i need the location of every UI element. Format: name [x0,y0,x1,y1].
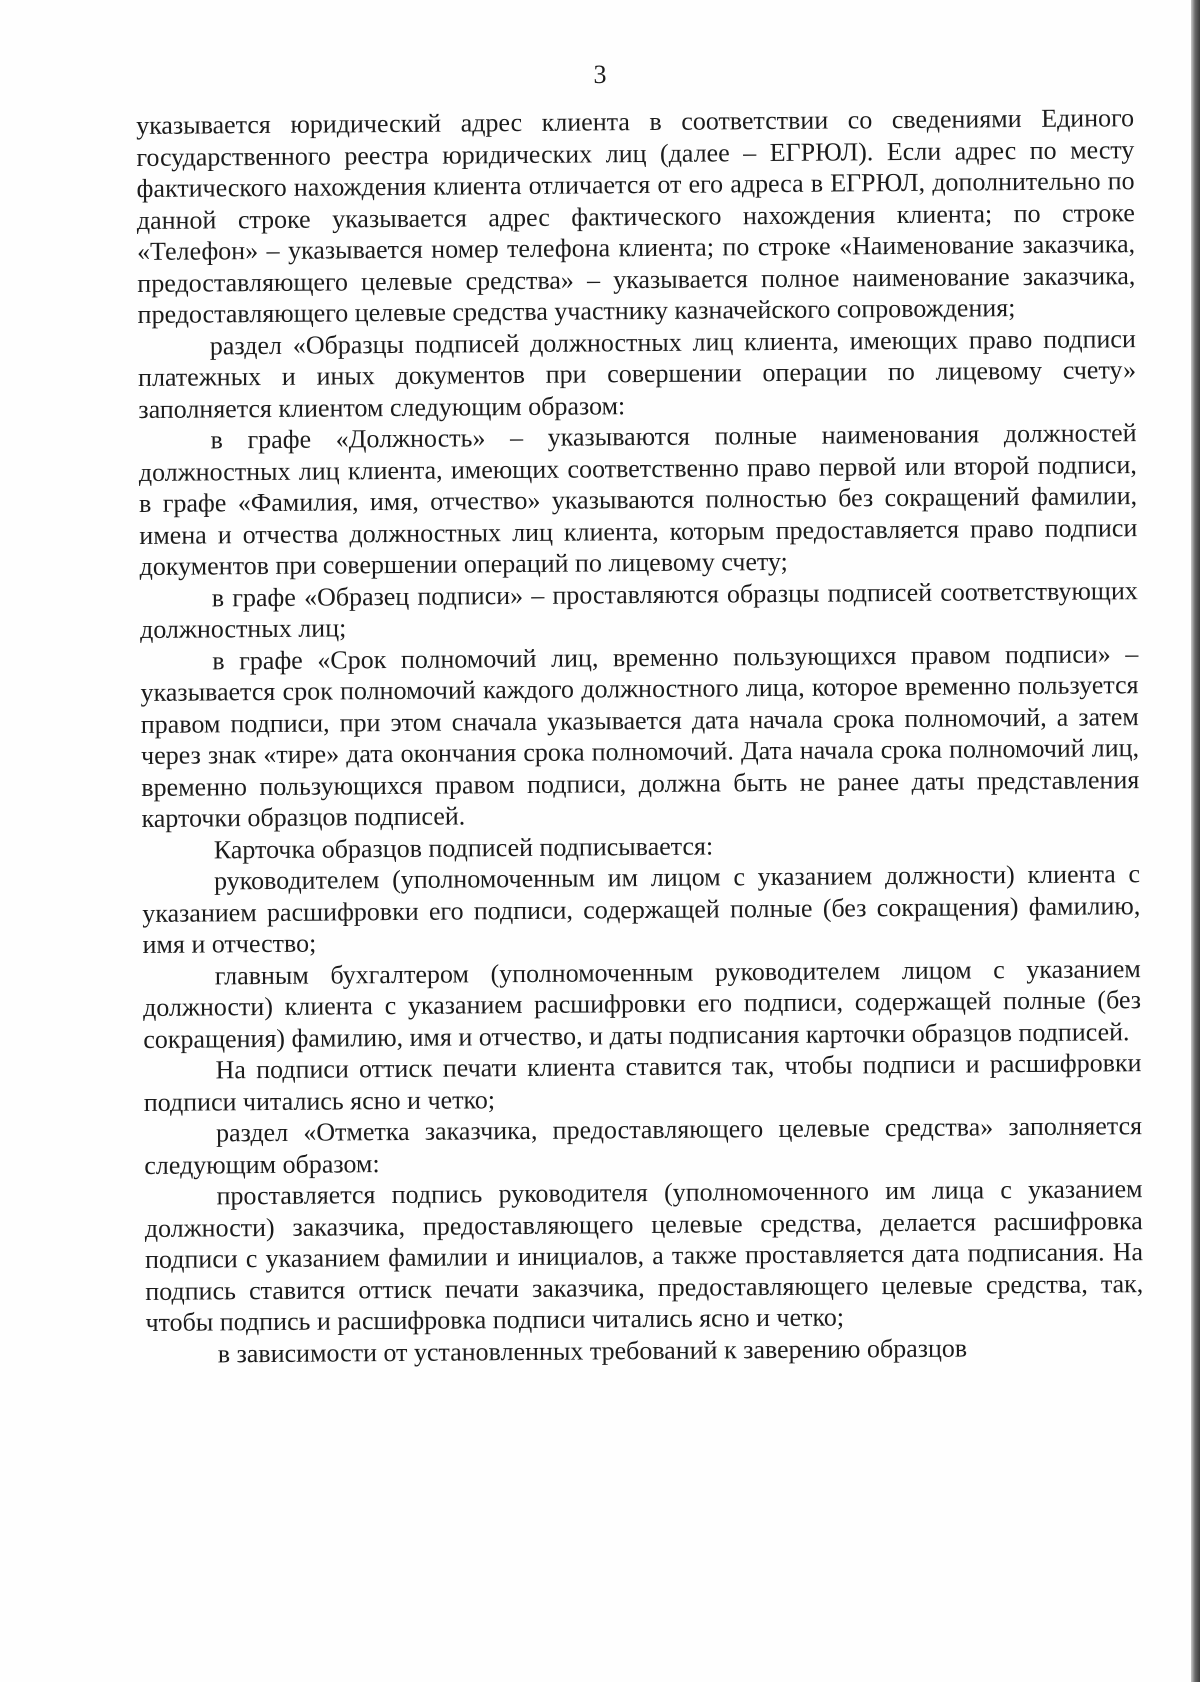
paragraph: проставляется подпись руководителя (уполномоченного им лица с указанием должности) заказчика, предоставляющего целевые средства, делается расшифровка подписи с указанием фамилии и инициалов, а также проставляется дата подписания. На подпись ставится оттиск печати заказчика, предоставляющего целевые средства, так, чтобы подпись и расшифровка подписи читались ясно и четко; [144,1174,1144,1337]
paragraph: Карточка образцов подписей подписывается: [213,830,714,864]
paragraph: указывается юридический адрес клиента в соответствии со сведениями Единого государственного реестра юридических лиц (далее – ЕГРЮЛ). Если адрес по месту фактического нахождения клиента отличается от его адреса в ЕГРЮЛ, дополнительно по данной строке указывается адрес фактического нахождения клиента; по строке «Телефон» – указывается номер телефона клиента; по строке «Наименование заказчика, предоставляющего целевые средства» – указывается полное наименование заказчика, предоставляющего целевые средства участнику казначейского сопровождения; [136,103,1136,329]
paragraph: в графе «Срок полномочий лиц, временно пользующихся правом подписи» – указывается срок полномочий каждого должностного лица, которое временно пользуется правом подписи, при этом сначала указывается дата начала срока полномочий, а затем через знак «тире» дата окончания срока полномочий. Дата начала срока полномочий лиц, временно пользующихся правом подписи, должна быть не ранее даты представления карточки образцов подписей. [140,638,1140,833]
paragraph: в зависимости от установленных требований к заверению образцов [217,1333,968,1368]
paragraph: главным бухгалтером (уполномоченным руководителем лицом с указанием должности) клиента с указанием расшифровки его подписи, содержащей полные (без сокращения) фамилию, имя и отчество, и даты подписания карточки образцов подписей. [142,953,1142,1054]
paragraph: раздел «Отметка заказчика, предоставляющего целевые средства» заполняется следующим образом: [144,1111,1143,1180]
scan-edge-shadow [1191,0,1200,1682]
paragraph: в графе «Образец подписи» – проставляются образцы подписей соответствующих должностных лиц; [139,575,1138,644]
document-body [136,102,1144,1370]
page-number: 3 [593,60,607,89]
paragraph: раздел «Образцы подписей должностных лиц клиента, имеющих право подписи платежных и иных документов при совершении операции по лицевому счету» заполняется клиентом следующим образом: [137,323,1137,424]
paragraph: На подписи оттиск печати клиента ставится так, чтобы подписи и расшифровки подписи читались ясно и четко; [143,1048,1142,1117]
paragraph: руководителем (уполномоченным им лицом с указанием должности) клиента с указанием расшифровки его подписи, содержащей полные (без сокращения) фамилию, имя и отчество; [142,859,1141,959]
paragraph: в графе «Должность» – указываются полные наименования должностей должностных лиц клиента, имеющих соответственно право первой или второй подписи, в графе «Фамилия, имя, отчество» указываются полностью без сокращений фамилии, имена и отчества должностных лиц клиента, которым предоставляется право подписи документов при совершении операций по лицевому счету; [138,418,1138,581]
